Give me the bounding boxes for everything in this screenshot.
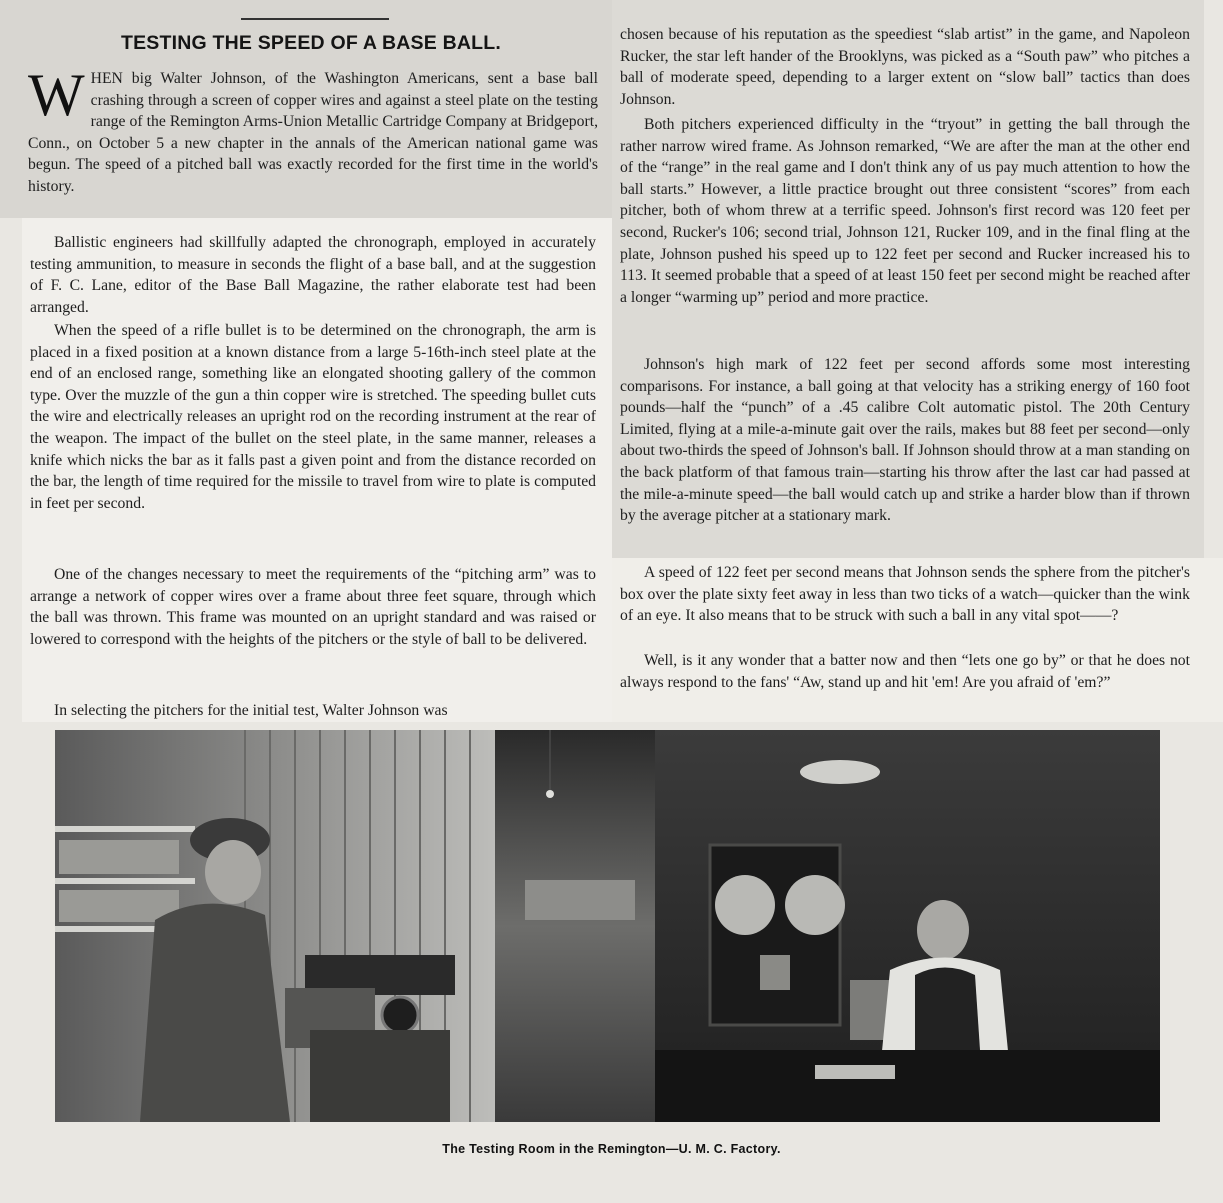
article-title: TESTING THE SPEED OF A BASE BALL.: [120, 32, 501, 54]
title-rule: [241, 18, 389, 20]
testing-room-photograph: [55, 730, 1160, 1122]
photo-caption: The Testing Room in the Remington—U. M. C. Factory.: [442, 1142, 781, 1156]
right-paragraph-5: Well, is it any wonder that a batter now and then “lets one go by” or that he does not always respond to the fans' “Aw, stand up and hit 'em! Are you afraid of 'em?”: [620, 652, 1190, 691]
photo-illustration: [55, 730, 1160, 1122]
left-paragraph-1: Ballistic engineers had skillfully adapted the chronograph, employed in accurately testing ammunition, to measure in seconds the flight of a base ball, and at the suggestion of F. C. Lane, editor of the Base Ball Magazine, the rather elaborate test had been arranged.: [30, 234, 596, 316]
intro-paragraph: [28, 62, 598, 198]
right-paragraph-2: Both pitchers experienced difficulty in the “tryout” in getting the ball through the rather narrow wired frame. As Johnson remarked, “We are after the man at the other end of the “range” in the real game and I don't think any of us pay much attention to how the ball starts.” However, a little practice brought out three consistent “scores” from each pitcher, both of whom threw at a terrific speed. Johnson's first record was 120 feet per second, Rucker's 106; second trial, Johnson 121, Rucker 109, and in the final fling at the plate, Johnson pushed his speed up to 122 feet per second and Rucker increased his to 113. It seemed probable that a speed of at least 150 feet per second might be reached after a longer “warming up” period and more practice.: [620, 116, 1190, 306]
right-paragraph-1: chosen because of his reputation as the speediest “slab artist” in the game, and Napoleon Rucker, the star left hander of the Brooklyns, was picked as a “South paw” who pitches a ball of moderate speed, depending to a larger extent on “slow ball” tactics than does Johnson.: [620, 26, 1190, 108]
left-paragraph-3: One of the changes necessary to meet the requirements of the “pitching arm” was to arrange a network of copper wires over a frame about three feet square, through which the ball was thrown. This frame was mounted on an upright standard and was raised or lowered to correspond with the heights of the pitchers or the style of ball to be delivered.: [30, 566, 596, 648]
right-paragraph-4: A speed of 122 feet per second means that Johnson sends the sphere from the pitcher's box over the plate sixty feet away in less than two ticks of a watch—quicker than the wink of an eye. It also means that to be struck with such a ball in any vital spot——?: [620, 564, 1190, 625]
left-paragraph-4: In selecting the pitchers for the initial test, Walter Johnson was: [54, 702, 448, 719]
right-paragraph-3: Johnson's high mark of 122 feet per second affords some most interesting comparisons. For instance, a ball going at that velocity has a striking energy of 160 foot pounds—half the “punch” of a .45 calibre Colt automatic pistol. The 20th Century Limited, flying at a mile-a-minute gait over the rails, makes but 88 feet per second—only about two-thirds the speed of Johnson's ball. If Johnson should throw at a man standing on the back platform of that famous train—starting his throw after the last car had passed at the mile-a-minute speed—the ball would catch up and strike a harder blow than if thrown by the average pitcher at a stationary mark.: [620, 356, 1190, 525]
intro-text: HEN big Walter Johnson, of the Washington Americans, sent a base ball crashing through a screen of copper wires and against a steel plate on the testing range of the Remington Arms-Union Metallic Cartridge Company at Bridgeport, Conn., on October 5 a new chapter in the annals of the American national game was begun. The speed of a pitched ball was exactly recorded for the first time in the world's history.: [28, 70, 598, 195]
drop-cap: W: [28, 62, 85, 128]
left-paragraph-2: When the speed of a rifle bullet is to be determined on the chronograph, the arm is placed in a fixed position at a known distance from a large 5-16th-inch steel plate at the end of an enclosed range, something like an elongated shooting gallery of the common type. Over the muzzle of the gun a thin copper wire is stretched. The speeding bullet cuts the wire and electrically releases an upright rod on the recording instrument at the rear of the weapon. The impact of the bullet on the steel plate, in the same manner, releases a knife which nicks the bar as it falls past a given point and from the distance recorded on the bar, the length of time required for the missile to travel from wire to plate is computed in feet per second.: [30, 322, 596, 512]
